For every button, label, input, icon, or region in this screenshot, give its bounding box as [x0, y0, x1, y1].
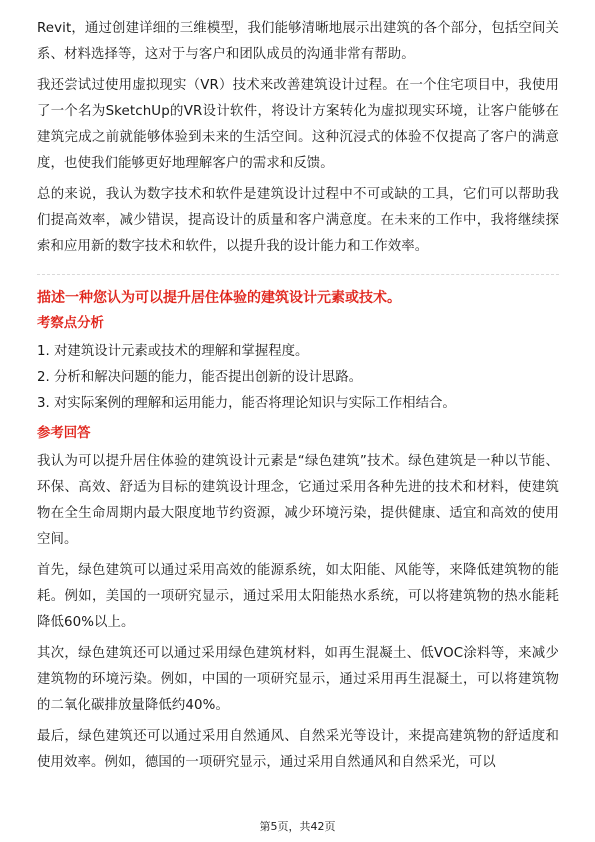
- section-divider: [37, 274, 559, 275]
- analysis-point-3: 3. 对实际案例的理解和运用能力，能否将理论知识与实际工作相结合。: [37, 396, 456, 411]
- intro-paragraph-3: 总的来说，我认为数字技术和软件是建筑设计过程中不可或缺的工具，它们可以帮助我们提高效率，减少错误，提高设计的质量和客户满意度。在未来的工作中，我将继续探索和应用新的数字技术和软件，以提升我的设计能力和工作效率。: [37, 187, 559, 254]
- answer-paragraph-4: 最后，绿色建筑还可以通过采用自然通风、自然采光等设计，来提高建筑物的舒适度和使用效率。例如，德国的一项研究显示，通过采用自然通风和自然采光，可以: [37, 729, 559, 770]
- answer-paragraph-1: 我认为可以提升居住体验的建筑设计元素是“绿色建筑”技术。绿色建筑是一种以节能、环保、高效、舒适为目标的建筑设计理念，它通过采用各种先进的技术和材料，使建筑物在全生命周期内最大限度地节约资源，减少环境污染，提供健康、适宜和高效的使用空间。: [37, 454, 559, 547]
- analysis-list: [37, 339, 559, 417]
- page-number-footer: 第5页，共42页: [259, 820, 336, 833]
- answer-paragraph-2: 首先，绿色建筑可以通过采用高效的能源系统，如太阳能、风能等，来降低建筑物的能耗。例如，美国的一项研究显示，通过采用太阳能热水系统，可以将建筑物的热水能耗降低60%以上。: [37, 563, 559, 630]
- analysis-heading: 考察点分析: [37, 316, 104, 331]
- intro-paragraph-1: Revit，通过创建详细的三维模型，我们能够清晰地展示出建筑的各个部分，包括空间关系、材料选择等，这对于与客户和团队成员的沟通非常有帮助。: [37, 21, 559, 62]
- analysis-point-2: 2. 分析和解决问题的能力，能否提出创新的设计思路。: [37, 370, 363, 385]
- document-page: [37, 16, 559, 781]
- intro-paragraph-2: 我还尝试过使用虚拟现实（VR）技术来改善建筑设计过程。在一个住宅项目中，我使用了一个名为SketchUp的VR设计软件，将设计方案转化为虚拟现实环境，让客户能够在建筑完成之前就能够体验到未来的生活空间。这种沉浸式的体验不仅提高了客户的满意度，也使我们能够更好地理解客户的需求和反馈。: [37, 78, 559, 171]
- analysis-point-1: 1. 对建筑设计元素或技术的理解和掌握程度。: [37, 344, 309, 359]
- answer-heading: 参考回答: [37, 426, 91, 441]
- question-title: 描述一种您认为可以提升居住体验的建筑设计元素或技术。: [37, 290, 401, 306]
- answer-paragraph-3: 其次，绿色建筑还可以通过采用绿色建筑材料，如再生混凝土、低VOC涂料等，来减少建筑物的环境污染。例如，中国的一项研究显示，通过采用再生混凝土，可以将建筑物的二氧化碳排放量降低约40%。: [37, 646, 559, 713]
